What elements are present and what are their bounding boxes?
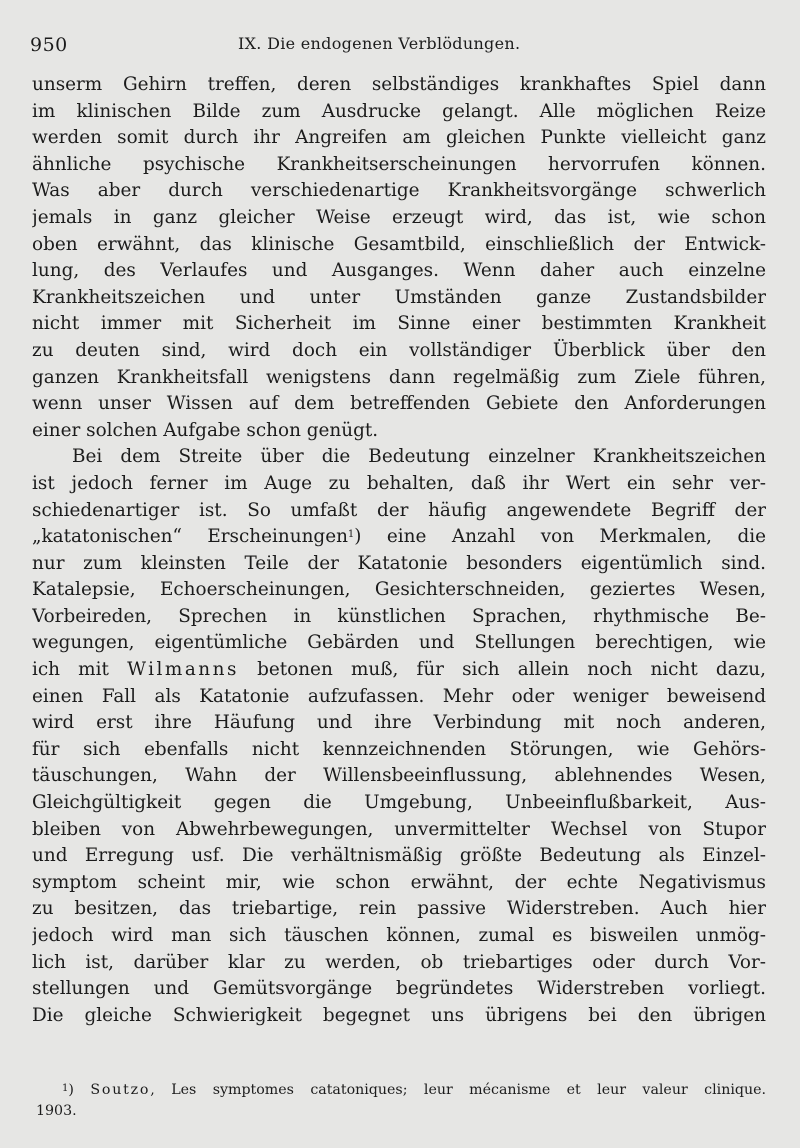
- text-line: Was aber durch verschiedenartige Krankheitsvorgänge schwerlich: [32, 180, 766, 202]
- body-text: [32, 72, 766, 1029]
- text-line: Die gleiche Schwierigkeit begegnet uns übrigens bei den übrigen: [32, 1004, 766, 1026]
- text-line: unserm Gehirn treffen, deren selbständiges krankhaftes Spiel dann: [32, 74, 766, 95]
- text-line: zu deuten sind, wird doch ein vollständiger Überblick über den: [32, 339, 766, 361]
- paragraph-2: [32, 444, 766, 1029]
- text-line: einer solchen Aufgabe schon genügt.: [32, 419, 379, 441]
- footnote-author: Soutzo: [90, 1082, 151, 1098]
- text-line: wird erst ihre Häufung und ihre Verbindung mit noch anderen,: [32, 712, 766, 734]
- text-line: wenn unser Wissen auf dem betreffenden Gebiete den Anforderungen: [32, 393, 766, 415]
- footnote-text: , Les symptomes catatoniques; leur mécanisme et leur valeur clinique.: [150, 1082, 766, 1098]
- running-title: IX. Die endogenen Verblödungen.: [238, 34, 521, 53]
- text-line: schiedenartiger ist. So umfaßt der häufig angewendete Begriff der: [32, 499, 766, 521]
- text-line-with-footnote: [32, 524, 766, 551]
- text-fragment: betonen muß, für sich allein noch nicht dazu,: [238, 659, 766, 681]
- text-fragment: ) eine Anzahl von Merkmalen, die: [354, 526, 766, 548]
- text-line: täuschungen, Wahn der Willensbeeinflussung, ablehnendes Wesen,: [32, 765, 766, 787]
- footnote-mark-close: ): [68, 1082, 74, 1098]
- author-name: Wilmanns: [127, 659, 239, 681]
- page-number: 950: [30, 34, 68, 56]
- text-line: zu besitzen, das triebartige, rein passive Widerstreben. Auch hier: [32, 898, 766, 920]
- text-line: stellungen und Gemütsvorgänge begründetes Widerstreben vorliegt.: [32, 978, 766, 1000]
- text-fragment: „katatonischen“ Erscheinungen: [32, 526, 348, 548]
- text-fragment: ich mit: [32, 659, 128, 681]
- text-line: nicht immer mit Sicherheit im Sinne einer bestimmten Krankheit: [32, 313, 766, 335]
- text-line: Bei dem Streite über die Bedeutung einzelner Krankheitszeichen: [72, 446, 766, 468]
- text-line: ganzen Krankheitsfall wenigstens dann regelmäßig zum Ziele führen,: [32, 366, 766, 388]
- footnote-mark: 1: [62, 1083, 69, 1094]
- text-line: Katalepsie, Echoerscheinungen, Gesichterschneiden, geziertes Wesen,: [32, 579, 766, 601]
- text-line: oben erwähnt, das klinische Gesamtbild, einschließlich der Entwick-: [32, 233, 766, 255]
- paragraph-1: [32, 72, 766, 444]
- text-line: im klinischen Bilde zum Ausdrucke gelangt. Alle möglichen Reize: [32, 100, 766, 122]
- text-line: Gleichgültigkeit gegen die Umgebung, Unbeeinflußbarkeit, Aus-: [32, 792, 766, 814]
- text-line: einen Fall als Katatonie aufzufassen. Mehr oder weniger beweisend: [32, 685, 766, 707]
- text-line: und Erregung usf. Die verhältnismäßig größte Bedeutung als Einzel-: [32, 845, 766, 867]
- text-line: bleiben von Abwehrbewegungen, unvermittelter Wechsel von Stupor: [32, 818, 766, 840]
- footnote-reference[interactable]: 1: [347, 529, 355, 541]
- text-line: jemals in ganz gleicher Weise erzeugt wird, das ist, wie schon: [32, 206, 766, 228]
- footnote-line: [36, 1101, 766, 1122]
- footnote-line: [36, 1080, 766, 1101]
- text-line: ähnliche psychische Krankheitserscheinungen hervorrufen können.: [32, 153, 766, 175]
- text-line: lich ist, darüber klar zu werden, ob triebartiges oder durch Vor-: [32, 951, 766, 973]
- footnote-year: 1903.: [36, 1103, 77, 1119]
- footnote: [36, 1080, 766, 1122]
- text-line: ist jedoch ferner im Auge zu behalten, daß ihr Wert ein sehr ver-: [32, 472, 766, 494]
- text-line: symptom scheint mir, wie schon erwähnt, der echte Negativismus: [32, 871, 766, 893]
- text-line: Krankheitszeichen und unter Umständen ganze Zustandsbilder: [32, 286, 766, 308]
- text-line: wegungen, eigentümliche Gebärden und Stellungen berechtigen, wie: [32, 632, 766, 654]
- text-line: nur zum kleinsten Teile der Katatonie besonders eigentümlich sind.: [32, 552, 766, 574]
- text-line: werden somit durch ihr Angreifen am gleichen Punkte vielleicht ganz: [32, 127, 766, 149]
- text-line: Vorbeireden, Sprechen in künstlichen Sprachen, rhythmische Be-: [32, 605, 766, 627]
- text-line: für sich ebenfalls nicht kennzeichnenden Störungen, wie Gehörs-: [32, 738, 766, 760]
- text-line: lung, des Verlaufes und Ausganges. Wenn daher auch einzelne: [32, 260, 766, 282]
- text-line: jedoch wird man sich täuschen können, zumal es bisweilen unmög-: [32, 925, 766, 946]
- page-header: [30, 34, 770, 58]
- text-line-with-author: [32, 657, 766, 684]
